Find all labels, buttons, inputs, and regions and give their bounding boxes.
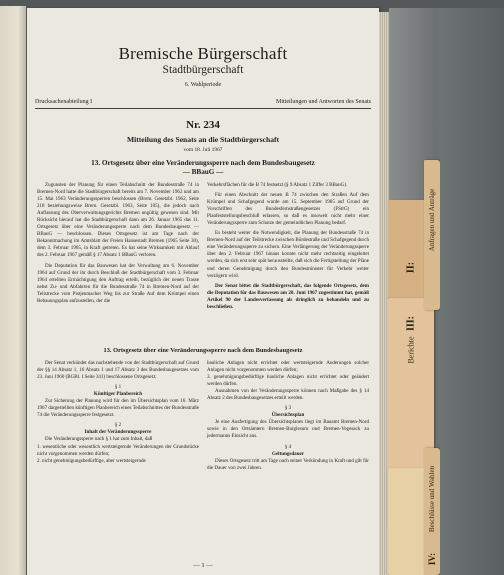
page-number: — 1 — [193,562,213,569]
document-date: vom 18. Juli 1967 [183,147,223,153]
section1-column-right [207,182,369,342]
document-title: Mitteilung des Senats an die Stadtbürgerschaft [126,135,280,144]
document-number: Nr. 234 [186,119,220,131]
paragraph-number: § 2 [114,422,122,429]
list-item: 1. wesentliche oder wesentlich wertsteigernde Veränderungen der Grundstücke nicht vorgenommen werden dürfen; [37,443,199,457]
parliament-title: Bremische Bürgerschaft [118,44,288,63]
paragraph: Dieses Ortsgesetz tritt am Tage nach seiner Verkündung in Kraft und gilt für die Dauer von zwei Jahren. [207,457,369,471]
paragraph: Die Deputation für das Bauwesen hat der Verwaltung am 6. November 1964 auf Grund der ihr durch Beschluß der Stadtbürgerschaft vom 3. Februar 1964 erteilten Ermächtigung den Auftrag erteilt, bezüglich der neuen Trasse nebst Zu- und Abfahrten für die Bundesstraße 74 in Bremen-Nord auf der Teilstrecke vom Pistjenmacher Weg bis zur Straße Auf dem Krümpel einen Bebauungsplan aufzustellen, der die [37,262,199,304]
paragraph: bauliche Anlagen nicht errichtet oder wertsteigernde Änderungen solcher Anlagen nicht vorgenommen werden dürfen; [207,360,369,374]
paragraph-title: Künftiger Planbereich [93,391,143,398]
paragraph-number: § 4 [284,443,292,450]
tab-roman-numeral: IV: [427,552,437,566]
paragraph-number: § 1 [114,384,122,391]
paragraph: Zugunsten der Planung für einen Teilabschnitt der Bundesstraße 74 in Bremen-Nord hatte die Stadtbürgerschaft bereits am 7. November 1962 und am 15. Mai 1963 Veränderungssperren beschlossen (Brem. Gesetzbl. 1962, Seite 218 beziehungsweise Brem. Gesetzbl. 1963, Seite 105), die jedoch nach Auflassung des Oberverwaltungsgerichts Bremen ungültig gewesen sind. Mit Rücksicht hierauf hat die Stadtbürgerschaft dann am 26. Januar 1965 das 11. Ortsgesetz über eine Veränderungssperre nach dem Bundesbaugesetz — BBauG — beschlossen. Dieses Ortsgesetz ist am Tage nach der Bekanntmachung im Amtsblatt der Freien Hansestadt Bremen (1965 Seite 30), dem 3. Februar 1965, in Kraft getreten. Es hat seine Wirksamkeit mit Ablauf des 2. Februar 1967 gemäß § 17 Absatz 1 BBauG verloren. [37,182,199,259]
spine-tab-label: Anfragen und Anträge [428,188,436,252]
tab-roman-numeral: II: [405,261,417,274]
paragraph: Die Veränderungssperre nach § 1 hat zum Inhalt, daß [45,436,153,443]
paragraph: Zur Sicherung der Planung wird für den im Übersichtsplan vom 16. März 1967 dargestellten künftigen Planbereich eines Teilabschnittes der Bundesstraße 74 die Veränderungssperre festgesetzt. [37,398,199,419]
paragraph: Verkehrsflächen für die B 74 festsetzt (§ 9 Absatz 1 Ziffer 3 BBauG). [207,182,348,188]
spine-tab-anfragen[interactable] [424,160,440,310]
paragraph: Für einen Abschnitt der neuen B 74 zwischen den Straßen Auf dem Krümpel und Schafgegend wurde am 15. September 1965 auf Grund der Vorschriften des Bundesfernstraßengesetzes (FStrG) ein Planfeststellungsbeschluß erlassen, so daß es insoweit nicht mehr einer Veränderungssperre zum Schutze der gemeindlichen Planung bedarf. [207,192,369,227]
paragraph-title: Inhalt der Veränderungssperre [84,429,152,436]
previous-page-edge [0,6,26,575]
paragraph-request: Der Senat bittet die Stadtbürgerschaft, das folgende Ortsgesetz, dem die Deputation für das Bauwesen am 20. Juni 1967 zugestimmt hat, gemäß Artikel 90 der Landesverfassung als dringlich zu behandeln und zu beschließen. [207,282,369,310]
running-header-left: Drucksachenabteilung I [35,99,93,105]
tab-roman-numeral: III: [405,315,417,332]
paragraph-title: Geltungsdauer [272,450,304,457]
paragraph: Es besteht weiter die Notwendigkeit, die Planung der Bundesstraße 74 in Bremen-Nord auf der Teilstrecke zwischen Bördestraße und Schafgegend durch eine Veränderungssperre zu sichern. Eine Verlängerung der Veränderungssperre über den 2. Februar 1967 hinaus konnte nicht mehr rechtzeitig eingeleitet werden, da sich erst sehr spät herausstellte, daß sich die Fertigstellung der Pläne und deren Genehmigung durch den Bundesminister für Verkehr weiter verzögern wird. [207,230,369,279]
tab-label: Berichte [406,336,416,364]
section1-heading-abbrev: — BBauG — [182,168,224,176]
spine-tab-beschluesse[interactable] [424,448,440,575]
paragraph-number: § 3 [284,405,292,412]
paragraph: Je eine Ausfertigung des Übersichtsplanes liegt im Bauamt Bremen-Nord sowie in den Ortsämtern Bremen-Burglesum und Bremen-Vegesack zu jedermanns Einsicht aus. [207,419,369,440]
section2-heading: 13. Ortsgesetz über eine Veränderungssperre nach dem Bundesbaugesetz [103,347,303,354]
paragraph: Der Senat verkündet das nachstehende von der Stadtbürgerschaft auf Grund der §§ 14 Absatz 1, 16 Absatz 1 und 17 Absatz 3 des Bundesbaugesetzes vom 23. Juni 1960 (BGBl. I Seite 341) beschlossene Ortsgesetz: [37,360,199,381]
header-rule [35,108,371,109]
list-item: 3. genehmigungsbedürftige bauliche Anlagen nicht errichtet oder geändert werden dürfen. [207,374,369,388]
paragraph: Ausnahmen von der Veränderungssperre können nach Maßgabe des § 14 Absatz 2 des Bundesbaugesetzes erteilt werden. [207,388,369,402]
section1-heading: 13. Ortsgesetz über eine Veränderungssperre nach dem Bundesbaugesetz [91,159,315,167]
section2-column-left [37,360,199,550]
section1-column-left [37,182,199,342]
section2-column-right [207,360,369,550]
chamber-title: Stadtbürgerschaft [162,64,244,76]
spine-tab-label: Beschlüsse und Wahlen [428,465,436,532]
running-header-right: Mitteilungen und Antworten des Senats [276,99,371,105]
paragraph-title: Übersichtsplan [271,412,305,419]
list-item: 2. nicht genehmigungsbedürftige, aber wertsteigernde [37,457,146,464]
period-label: 6. Wahlperiode [184,82,222,88]
binder-outer-edge [440,8,504,575]
running-header [35,99,371,105]
document-page [27,8,379,575]
